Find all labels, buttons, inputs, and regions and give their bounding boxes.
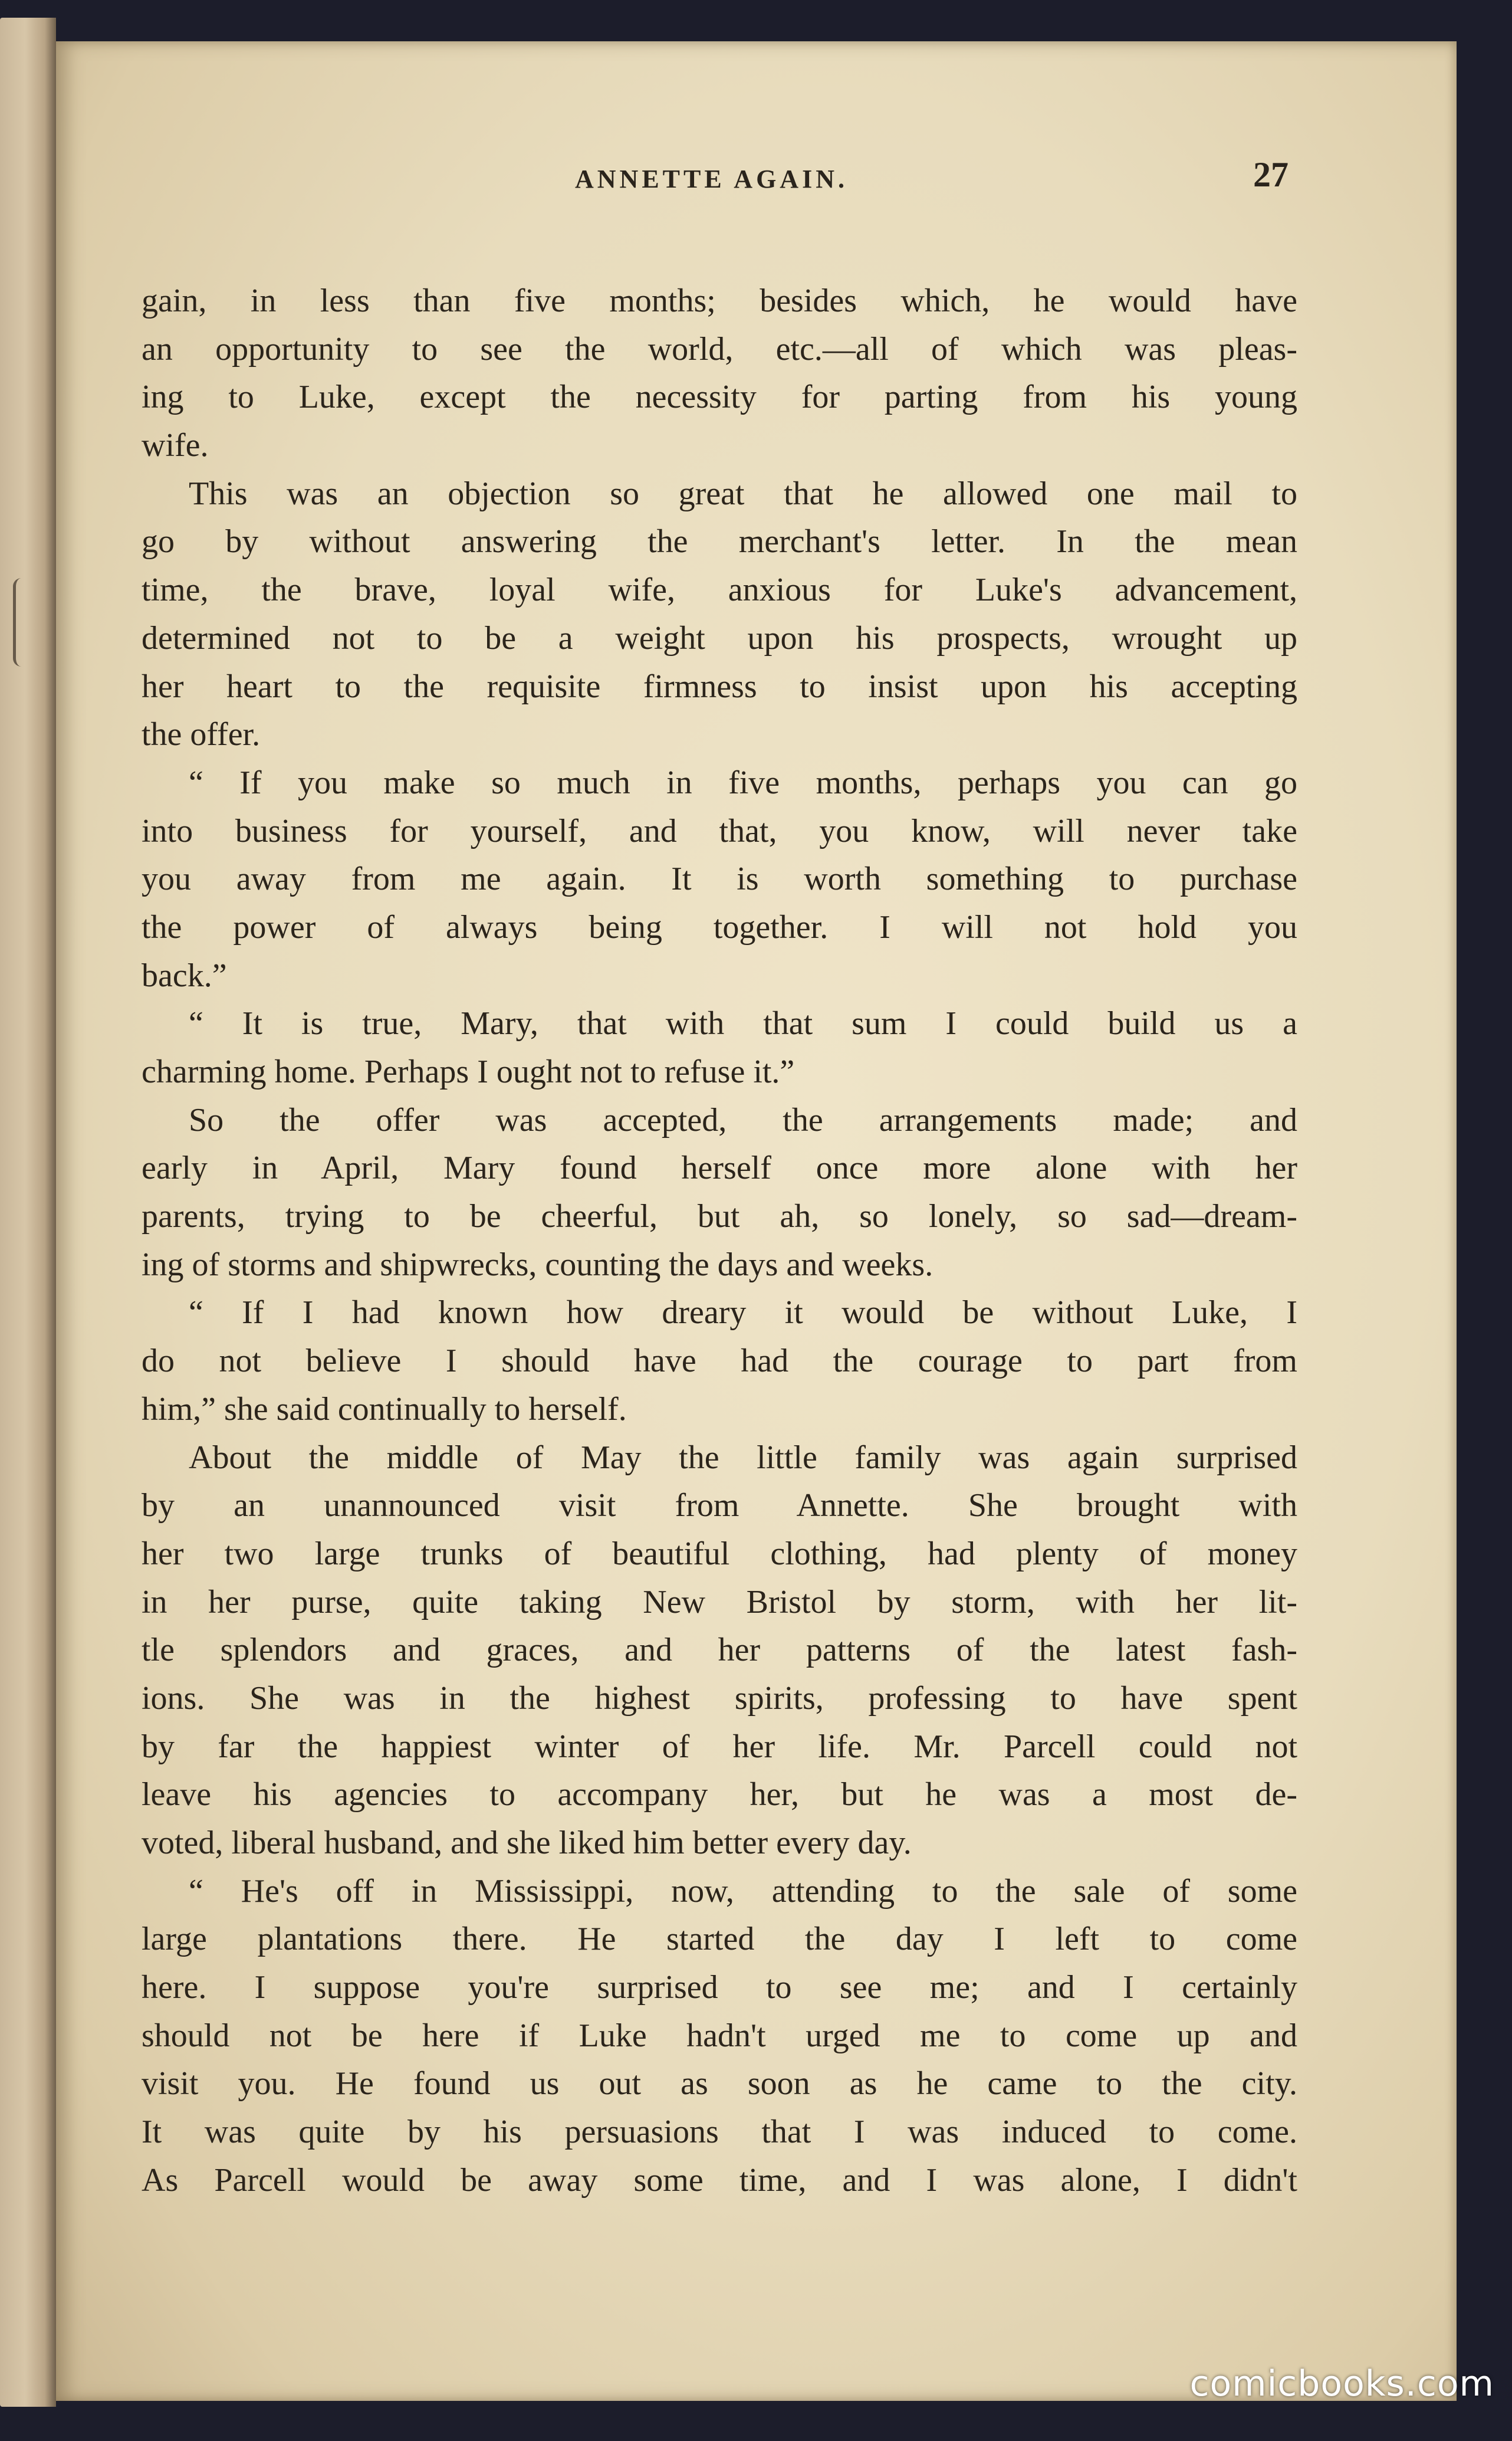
text-line: early in April, Mary found herself once more alone with her <box>142 1150 1297 1187</box>
text-line: This was an objection so great that he allowed one mail to <box>189 475 1297 512</box>
text-line: ing of storms and shipwrecks, counting the days and weeks. <box>142 1246 934 1283</box>
text-line: determined not to be a weight upon his prospects, wrought up <box>142 619 1297 657</box>
text-line: large plantations there. He started the day I left to come <box>142 1921 1297 1958</box>
text-line: “ He's off in Mississippi, now, attending to the sale of some <box>189 1872 1297 1910</box>
left-page-edge <box>0 18 56 2407</box>
text-line: So the offer was accepted, the arrangements made; and <box>189 1101 1297 1139</box>
text-line: here. I suppose you're surprised to see me; and I certainly <box>142 1969 1297 2006</box>
text-line: in her purse, quite taking New Bristol by storm, with her lit- <box>142 1583 1297 1620</box>
text-line: parents, trying to be cheerful, but ah, so lonely, so sad—dream- <box>142 1198 1297 1235</box>
text-line: ing to Luke, except the necessity for parting from his young <box>142 379 1297 416</box>
text-line: time, the brave, loyal wife, anxious for Luke's advancement, <box>142 572 1297 609</box>
text-line: ions. She was in the highest spirits, professing to have spent <box>142 1679 1297 1717</box>
body-text <box>142 277 1297 2205</box>
text-line: leave his agencies to accompany her, but he was a most de- <box>142 1776 1297 1813</box>
text-line: As Parcell would be away some time, and I was alone, I didn't <box>142 2161 1297 2199</box>
margin-bracket-mark <box>13 578 29 667</box>
text-line: It was quite by his persuasions that I was induced to come. <box>142 2114 1297 2151</box>
text-line: “ It is true, Mary, that with that sum I could build us a <box>189 1005 1297 1042</box>
text-line: by far the happiest winter of her life. Mr. Parcell could not <box>142 1728 1297 1765</box>
text-line: charming home. Perhaps I ought not to refuse it.” <box>142 1054 795 1090</box>
page-number: 27 <box>1253 155 1289 194</box>
text-line: go by without answering the merchant's letter. In the mean <box>142 523 1297 560</box>
running-head: ANNETTE AGAIN. <box>575 165 848 193</box>
book-page <box>56 41 1457 2401</box>
text-line: “ If you make so much in five months, perhaps you can go <box>189 764 1297 801</box>
watermark: comicbooks.com <box>1189 2363 1494 2404</box>
text-line: her heart to the requisite firmness to insist upon his accepting <box>142 668 1297 705</box>
text-line: About the middle of May the little family was again surprised <box>189 1439 1297 1476</box>
text-line: an opportunity to see the world, etc.—all of which was pleas- <box>142 330 1297 368</box>
text-line: tle splendors and graces, and her patterns of the latest fash- <box>142 1632 1297 1669</box>
text-line: visit you. He found us out as soon as he came to the city. <box>142 2065 1297 2102</box>
text-line: into business for yourself, and that, you know, will never take <box>142 812 1297 849</box>
text-line: gain, in less than five months; besides which, he would have <box>142 283 1297 319</box>
text-line: by an unannounced visit from Annette. She brought with <box>142 1487 1297 1524</box>
text-line: “ If I had known how dreary it would be without Luke, I <box>189 1294 1297 1331</box>
text-line: him,” she said continually to herself. <box>142 1390 627 1428</box>
text-line: do not believe I should have had the courage to part from <box>142 1343 1297 1380</box>
text-line: the power of always being together. I will not hold you <box>142 908 1297 946</box>
text-line: the offer. <box>142 716 261 753</box>
text-line: wife. <box>142 427 209 464</box>
text-line: voted, liberal husband, and she liked him better every day. <box>142 1825 912 1861</box>
text-line: should not be here if Luke hadn't urged me to come up and <box>142 2017 1297 2054</box>
text-line: back.” <box>142 957 227 994</box>
text-line: you away from me again. It is worth something to purchase <box>142 861 1297 898</box>
text-line: her two large trunks of beautiful clothing, had plenty of money <box>142 1535 1297 1572</box>
